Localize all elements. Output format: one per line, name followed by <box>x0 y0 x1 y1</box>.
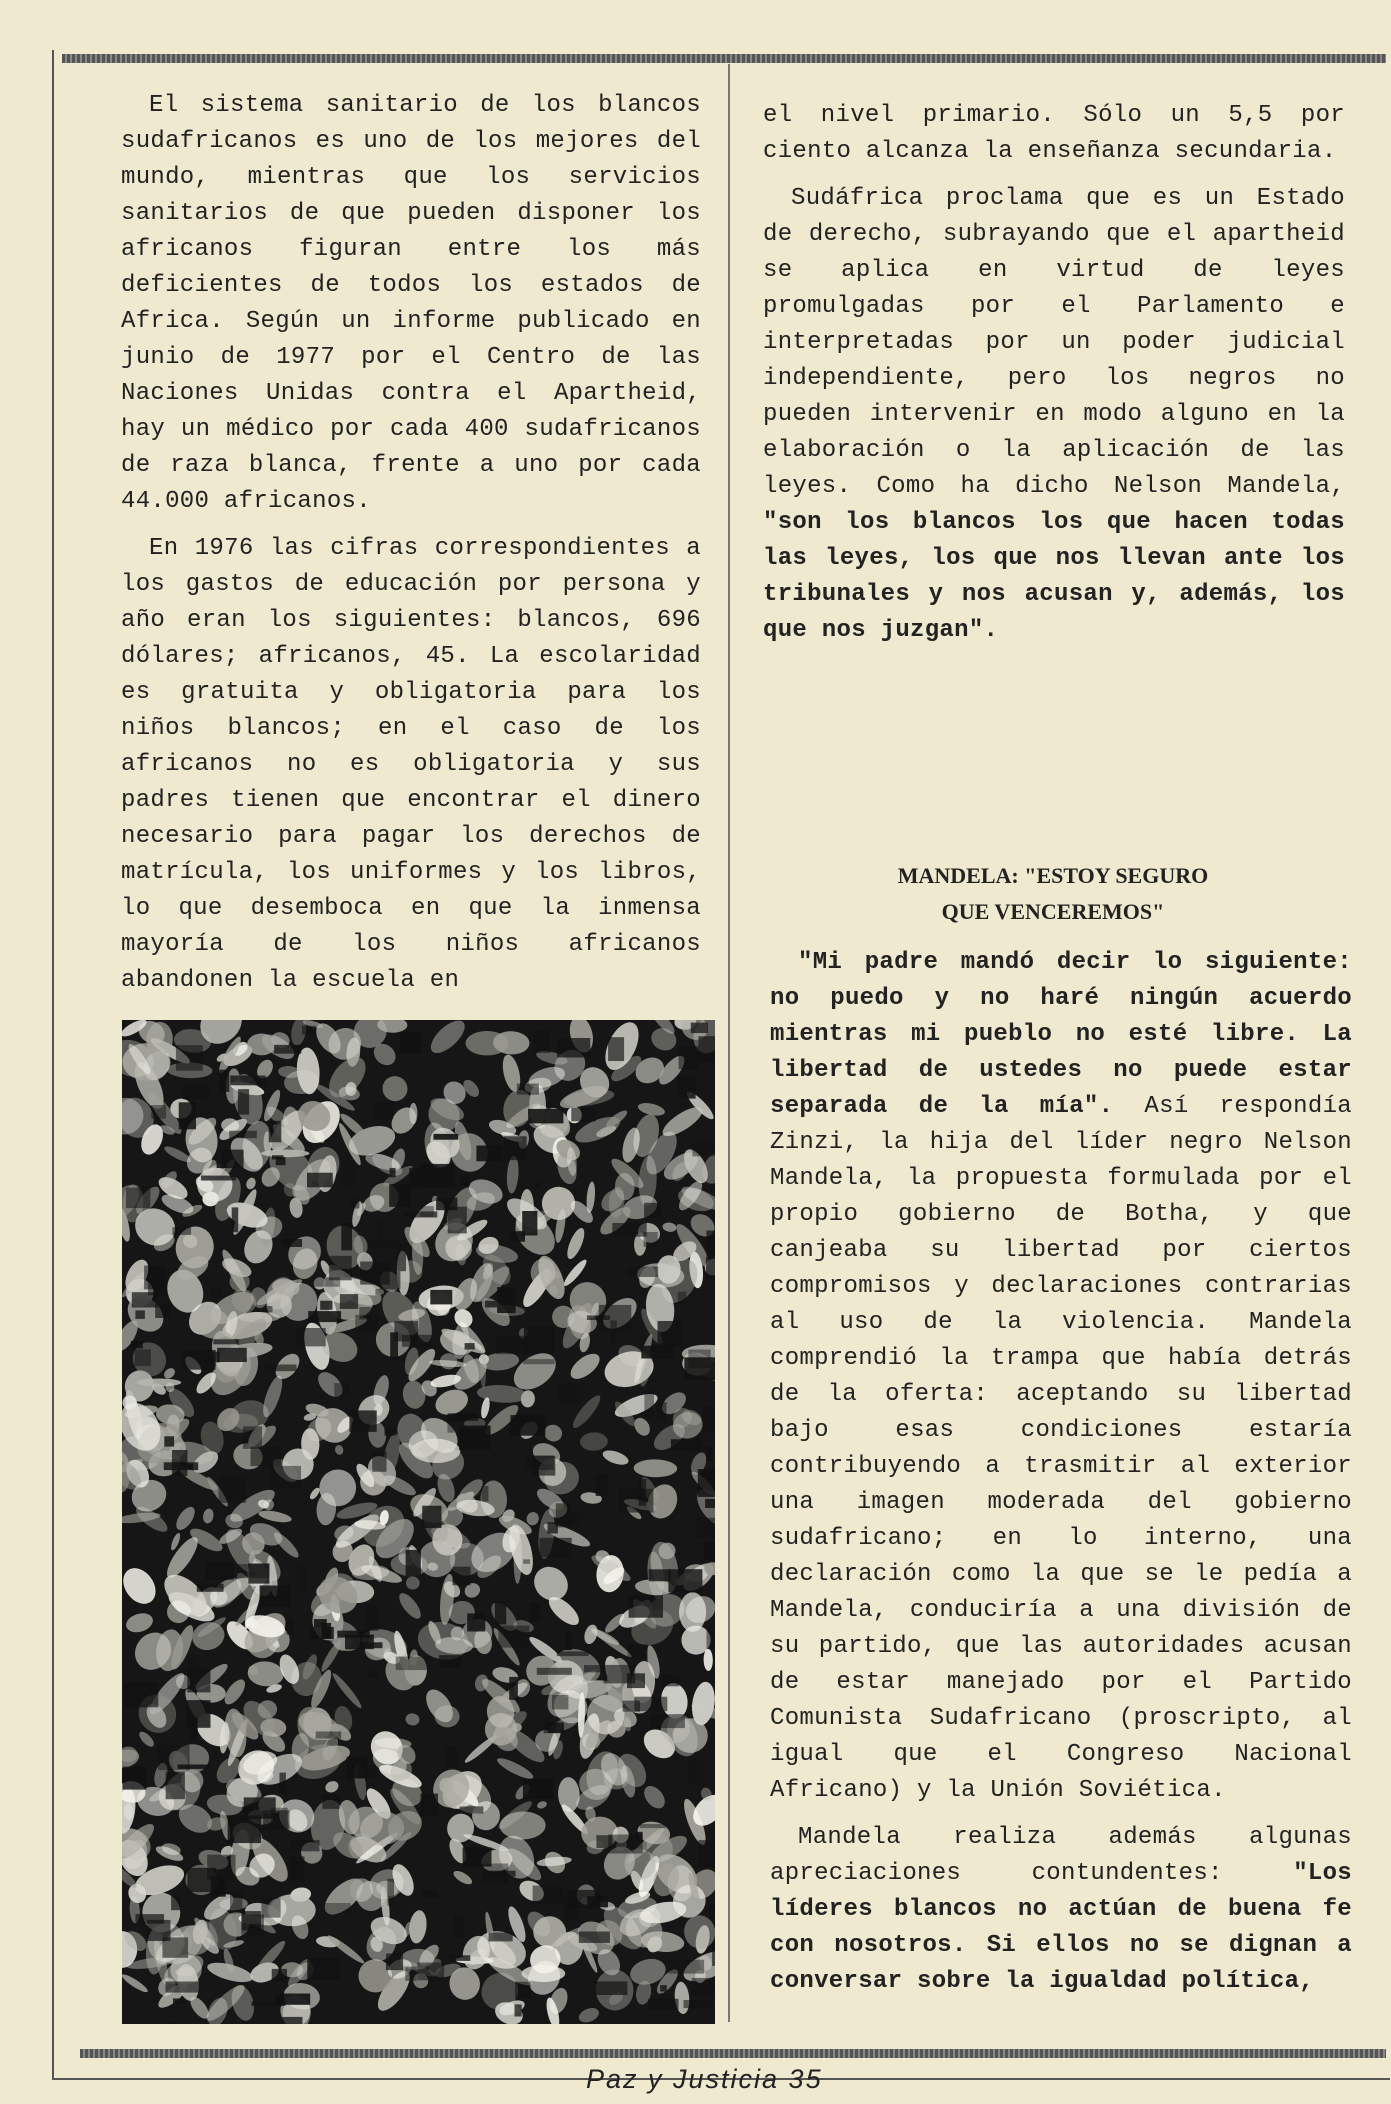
photo-texture-blob <box>679 1592 706 1632</box>
photo-shadow-patch <box>384 1428 396 1436</box>
photo-shadow-patch <box>628 1644 648 1659</box>
photo-shadow-patch <box>548 1522 558 1533</box>
photo-shadow-patch <box>634 1697 667 1712</box>
photo-shadow-patch <box>698 1469 715 1497</box>
zinzi-paragraph-text: Así respondía Zinzi, la hija del líder negro Nelson Mandela, la propuesta formulada por el propio gobierno de Botha, y que canjeaba su libertad por ciertos compromisos y declaraciones contrarias al uso de la violencia. Mandela comprendió la trampa que había detrás de la oferta: aceptando su libertad bajo esas condiciones estaría contribuyendo a trasmitir al exterior una imagen moderada del gobierno sudafricano; en lo interno, una declaración como la que se le pedía a Mandela, conduciría a una división de su partido, que las autoridades acusan de estar manejado por el Partido Comunista Sudafricano (proscripto, al igual que el Congreso Nacional Africano) y la Unión Soviética. <box>770 1093 1352 1804</box>
photo-shadow-patch <box>706 1257 715 1280</box>
photo-shadow-patch <box>334 1383 350 1397</box>
photo-shadow-patch <box>396 1243 406 1271</box>
photo-shadow-patch <box>176 1045 203 1071</box>
photo-shadow-patch <box>261 1898 280 1918</box>
photo-shadow-patch <box>350 1197 360 1208</box>
photo-texture-blob <box>429 1359 467 1368</box>
photo-shadow-patch <box>166 1772 185 1800</box>
crowd-photo <box>122 1020 715 2024</box>
photo-shadow-patch <box>190 1718 197 1739</box>
photo-shadow-patch <box>523 1559 530 1564</box>
photo-shadow-patch <box>463 1847 492 1866</box>
mandela-paragraph <box>770 1820 1352 2000</box>
photo-shadow-patch <box>504 1136 527 1160</box>
photo-shadow-patch <box>299 1566 306 1593</box>
photo-shadow-patch <box>579 1932 610 1943</box>
photo-shadow-patch <box>448 1413 479 1421</box>
photo-shadow-patch <box>706 1447 712 1461</box>
photo-shadow-patch <box>241 1914 264 1936</box>
photo-shadow-patch <box>173 1998 186 2004</box>
photo-shadow-patch <box>238 1089 249 1115</box>
photo-texture-blob <box>466 1031 509 1055</box>
photo-shadow-patch <box>454 1915 464 1938</box>
photo-shadow-patch <box>656 1402 667 1422</box>
photo-shadow-patch <box>164 1462 198 1470</box>
photo-shadow-patch <box>433 1134 458 1140</box>
photo-shadow-patch <box>565 1633 572 1651</box>
photo-shadow-patch <box>523 1359 555 1364</box>
photo-texture-blob <box>564 1226 588 1261</box>
photo-shadow-patch <box>290 1856 305 1881</box>
photo-shadow-patch <box>650 1714 685 1728</box>
mandela-quote: "son los blancos los que hacen todas las leyes, los que nos llevan ante los tribunales y nos acusan y, además, los que nos juzgan". <box>763 509 1345 644</box>
photo-texture-blob <box>378 1071 413 1106</box>
photo-shadow-patch <box>380 1271 401 1289</box>
photo-shadow-patch <box>684 2000 713 2008</box>
photo-shadow-patch <box>406 1550 421 1576</box>
photo-shadow-patch <box>556 1503 571 1527</box>
right-column-top <box>763 98 1345 660</box>
photo-shadow-patch <box>539 1538 571 1558</box>
photo-shadow-patch <box>534 1030 551 1053</box>
photo-shadow-patch <box>510 1231 525 1242</box>
photo-texture-blob <box>202 1508 215 1525</box>
right-column-bottom <box>770 945 1352 2011</box>
photo-shadow-patch <box>290 1840 320 1851</box>
photo-texture-blob <box>122 1562 162 1610</box>
photo-shadow-patch <box>459 1426 491 1450</box>
photo-shadow-patch <box>307 1957 339 1980</box>
photo-texture-blob <box>162 1533 203 1582</box>
photo-shadow-patch <box>608 1037 624 1061</box>
photo-shadow-patch <box>260 1586 291 1607</box>
photo-shadow-patch <box>232 1207 239 1232</box>
photo-shadow-patch <box>619 1489 654 1513</box>
photo-shadow-patch <box>705 1499 715 1508</box>
photo-texture-blob <box>261 1150 309 1158</box>
photo-texture-blob <box>259 1374 286 1420</box>
photo-shadow-patch <box>296 1328 326 1346</box>
photo-texture-blob <box>536 1855 572 1867</box>
photo-shadow-patch <box>187 1868 216 1892</box>
photo-shadow-patch <box>201 1176 236 1181</box>
photo-shadow-patch <box>263 1810 289 1829</box>
photo-shadow-patch <box>409 1168 427 1188</box>
photo-shadow-patch <box>135 1914 164 1924</box>
photo-shadow-patch <box>629 1595 663 1617</box>
photo-shadow-patch <box>627 1267 658 1278</box>
photo-texture-blob <box>137 1379 181 1387</box>
photo-shadow-patch <box>316 1732 342 1739</box>
photo-texture-blob <box>495 1755 536 1782</box>
photo-shadow-patch <box>594 1981 628 1995</box>
zinzi-quote: "Mi padre mandó decir lo siguiente: no puedo y no haré ningún acuerdo mientras mi pueblo no esté libre. La libertad de ustedes no puede estar separada de la mía". <box>770 949 1352 1120</box>
photo-shadow-patch <box>217 1348 247 1362</box>
photo-shadow-patch <box>322 1794 339 1809</box>
photo-shadow-patch <box>368 1669 378 1677</box>
column-divider <box>728 64 730 2022</box>
photo-texture-blob <box>162 1366 177 1381</box>
photo-shadow-patch <box>648 1999 678 2010</box>
photo-shadow-patch <box>571 1108 596 1122</box>
photo-shadow-patch <box>135 1349 151 1366</box>
photo-shadow-patch <box>460 1177 470 1186</box>
photo-shadow-patch <box>274 1045 301 1054</box>
photo-shadow-patch <box>172 1227 191 1235</box>
photo-shadow-patch <box>447 1420 454 1433</box>
photo-shadow-patch <box>343 1161 355 1186</box>
photo-shadow-patch <box>697 1518 715 1538</box>
photo-shadow-patch <box>658 1321 682 1346</box>
photo-shadow-patch <box>515 1982 531 1999</box>
right-paragraph-law-text: Sudáfrica proclama que es un Estado de derecho, subrayando que el apartheid se aplica en virtud de leyes promulgadas por el Parlamento e interpretadas por un poder judicial independiente, pero los negros no pueden intervenir en modo alguno en la elaboración o la aplicación de las leyes. Como ha dicho Nelson Mandela, <box>763 185 1345 500</box>
photo-shadow-patch <box>707 1628 716 1650</box>
photo-shadow-patch <box>230 1892 242 1913</box>
photo-shadow-patch <box>558 1383 580 1404</box>
photo-shadow-patch <box>533 1456 555 1476</box>
photo-shadow-patch <box>372 1451 386 1472</box>
photo-shadow-patch <box>498 1626 529 1648</box>
photo-shadow-patch <box>517 1084 539 1095</box>
photo-shadow-patch <box>703 1406 715 1432</box>
bottom-rule <box>80 2049 1386 2058</box>
photo-shadow-patch <box>528 1109 563 1124</box>
photo-shadow-patch <box>668 1569 702 1592</box>
left-column <box>121 88 701 1010</box>
photo-texture-blob <box>406 1576 420 1589</box>
photo-shadow-patch <box>329 1256 352 1281</box>
photo-texture-blob <box>245 1176 257 1190</box>
photo-shadow-patch <box>337 1631 369 1638</box>
photo-shadow-patch <box>537 1668 572 1675</box>
photo-shadow-patch <box>210 1289 221 1298</box>
photo-shadow-patch <box>229 1131 257 1138</box>
photo-shadow-patch <box>324 1903 351 1914</box>
photo-shadow-patch <box>162 1937 188 1957</box>
photo-texture-blob <box>334 1444 344 1455</box>
photo-shadow-patch <box>467 1613 485 1631</box>
photo-shadow-patch <box>369 1239 401 1248</box>
photo-shadow-patch <box>283 2017 303 2024</box>
top-rule <box>62 54 1386 63</box>
photo-shadow-patch <box>704 1541 715 1561</box>
photo-shadow-patch <box>404 1211 437 1217</box>
photo-shadow-patch <box>355 1315 379 1332</box>
photo-shadow-patch <box>544 1724 565 1734</box>
photo-shadow-patch <box>349 1410 376 1432</box>
page-footer: Paz y Justicia 35 <box>586 2064 823 2094</box>
photo-texture-blob <box>566 1349 604 1384</box>
photo-shadow-patch <box>530 1602 540 1622</box>
photo-shadow-patch <box>251 1447 282 1467</box>
photo-shadow-patch <box>476 1146 502 1162</box>
right-paragraph-primary: el nivel primario. Sólo un 5,5 por ciento alcanza la enseñanza secundaria. <box>763 102 1345 165</box>
photo-shadow-patch <box>509 1677 518 1700</box>
photo-shadow-patch <box>164 1436 174 1446</box>
photo-shadow-patch <box>712 1942 715 1966</box>
photo-shadow-patch <box>314 1619 327 1627</box>
photo-shadow-patch <box>679 1046 699 1069</box>
photo-shadow-patch <box>688 1760 700 1786</box>
photo-shadow-patch <box>706 1231 715 1256</box>
photo-shadow-patch <box>448 1207 467 1234</box>
photo-shadow-patch <box>497 1287 515 1313</box>
photo-shadow-patch <box>237 1564 270 1578</box>
photo-texture-blob <box>536 1800 548 1810</box>
photo-shadow-patch <box>205 1562 234 1580</box>
photo-shadow-patch <box>387 1879 394 1906</box>
photo-texture-blob <box>451 1868 474 1887</box>
section-heading-line-1: MANDELA: "ESTOY SEGURO <box>897 863 1209 888</box>
photo-shadow-patch <box>524 1327 555 1353</box>
photo-shadow-patch <box>405 1967 417 1981</box>
photo-shadow-patch <box>313 1277 340 1286</box>
photo-shadow-patch <box>213 1339 238 1344</box>
photo-texture-blob <box>640 1782 669 1812</box>
photo-shadow-patch <box>698 1840 715 1867</box>
photo-texture-blob <box>601 1448 630 1468</box>
photo-shadow-patch <box>698 1036 715 1062</box>
photo-texture-blob <box>425 1020 470 1059</box>
photo-shadow-patch <box>430 1290 452 1305</box>
photo-texture-blob <box>404 1712 420 1726</box>
crowd-photo-image <box>122 1020 715 2024</box>
photo-shadow-patch <box>346 1773 352 1784</box>
left-paragraph-health: El sistema sanitario de los blancos sudafricanos es uno de los mejores del mundo, mientras que los servicios sanitarios de que pueden disponer los africanos figuran entre los más deficientes de todos los estados de Africa. Según un informe publicado en junio de 1977 por el Centro de las Naciones Unidas contra el Apartheid, hay un médico por cada 400 sudafricanos de raza blanca, frente a uno por cada 44.000 africanos. <box>121 92 701 515</box>
photo-texture-blob <box>395 1590 424 1622</box>
photo-texture-blob <box>557 1777 580 1813</box>
photo-shadow-patch <box>584 1665 604 1672</box>
photo-shadow-patch <box>445 1747 457 1768</box>
photo-shadow-patch <box>275 1994 310 2005</box>
photo-shadow-patch <box>151 1105 166 1119</box>
photo-shadow-patch <box>608 1835 643 1854</box>
photo-shadow-patch <box>389 1184 410 1207</box>
photo-shadow-patch <box>230 1076 265 1086</box>
photo-shadow-patch <box>166 1982 200 1993</box>
photo-texture-blob <box>582 1623 600 1646</box>
photo-texture-blob <box>506 1155 520 1194</box>
photo-shadow-patch <box>669 1960 705 1974</box>
photo-texture-blob <box>577 2005 601 2024</box>
photo-shadow-patch <box>269 1121 282 1143</box>
photo-shadow-patch <box>320 1301 332 1310</box>
photo-shadow-patch <box>489 1932 513 1941</box>
photo-shadow-patch <box>552 1695 568 1709</box>
photo-shadow-patch <box>485 1301 497 1308</box>
photo-shadow-patch <box>394 1321 418 1341</box>
photo-shadow-patch <box>691 1023 708 1034</box>
photo-shadow-patch <box>365 1605 378 1631</box>
photo-shadow-patch <box>265 1306 272 1312</box>
photo-shadow-patch <box>557 1651 589 1656</box>
photo-shadow-patch <box>678 1292 686 1304</box>
photo-shadow-patch <box>386 1954 403 1971</box>
photo-shadow-patch <box>217 1164 227 1168</box>
photo-shadow-patch <box>460 1806 484 1813</box>
photo-shadow-patch <box>396 1657 429 1671</box>
photo-shadow-patch <box>662 1675 679 1687</box>
photo-shadow-patch <box>495 1601 506 1624</box>
photo-texture-blob <box>323 1779 340 1795</box>
photo-shadow-patch <box>439 1655 462 1668</box>
section-heading <box>763 858 1343 930</box>
photo-shadow-patch <box>187 1700 211 1728</box>
photo-shadow-patch <box>533 1886 564 1905</box>
photo-shadow-patch <box>124 1682 158 1707</box>
photo-shadow-patch <box>535 1181 541 1188</box>
right-paragraph-law <box>763 181 1345 649</box>
photo-shadow-patch <box>640 1824 666 1828</box>
photo-texture-blob <box>451 1306 476 1331</box>
photo-texture-blob <box>247 1034 276 1056</box>
photo-texture-blob <box>631 1415 653 1439</box>
photo-shadow-patch <box>400 1032 421 1054</box>
photo-shadow-patch <box>158 1745 189 1770</box>
photo-shadow-patch <box>692 1142 715 1157</box>
photo-shadow-patch <box>510 1415 545 1436</box>
photo-shadow-patch <box>340 1294 358 1309</box>
photo-shadow-patch <box>187 1668 210 1693</box>
photo-shadow-patch <box>557 1038 590 1058</box>
photo-shadow-patch <box>449 1955 471 1961</box>
photo-shadow-patch <box>228 1816 262 1844</box>
photo-shadow-patch <box>465 1343 475 1350</box>
photo-shadow-patch <box>612 1223 646 1237</box>
photo-shadow-patch <box>523 1779 554 1799</box>
photo-shadow-patch <box>280 1773 286 1794</box>
photo-shadow-patch <box>131 1341 143 1349</box>
photo-texture-blob <box>662 1222 677 1233</box>
photo-texture-blob <box>137 1729 157 1749</box>
photo-shadow-patch <box>219 1070 230 1092</box>
photo-shadow-patch <box>270 1466 301 1489</box>
photo-shadow-patch <box>179 1102 196 1129</box>
photo-shadow-patch <box>183 1085 210 1100</box>
photo-shadow-patch <box>564 1898 578 1921</box>
photo-shadow-patch <box>302 1026 316 1035</box>
photo-shadow-patch <box>219 1476 247 1503</box>
photo-shadow-patch <box>188 1655 199 1669</box>
photo-shadow-patch <box>644 1390 654 1418</box>
photo-shadow-patch <box>627 1673 645 1688</box>
photo-texture-blob <box>282 1230 328 1276</box>
mandela-paragraph-text: Mandela realiza además algunas apreciaciones contundentes: <box>770 1824 1352 1887</box>
photo-shadow-patch <box>264 1365 297 1372</box>
photo-shadow-patch <box>423 1890 438 1898</box>
photo-shadow-patch <box>610 1321 616 1343</box>
section-heading-line-2: QUE VENCEREMOS" <box>941 899 1165 924</box>
photo-shadow-patch <box>171 1896 180 1911</box>
photo-shadow-patch <box>358 1766 377 1778</box>
photo-texture-blob <box>124 1610 155 1635</box>
zinzi-paragraph <box>770 945 1352 1809</box>
photo-shadow-patch <box>709 1904 715 1919</box>
photo-shadow-patch <box>515 2004 522 2016</box>
photo-shadow-patch <box>197 1584 224 1592</box>
photo-shadow-patch <box>182 1350 216 1370</box>
photo-texture-blob <box>319 1638 345 1673</box>
photo-shadow-patch <box>135 1310 145 1319</box>
photo-texture-blob <box>499 1811 545 1840</box>
photo-shadow-patch <box>671 1439 702 1451</box>
photo-shadow-patch <box>692 1978 715 1996</box>
photo-shadow-patch <box>596 1474 608 1496</box>
photo-shadow-patch <box>688 1350 710 1369</box>
photo-shadow-patch <box>421 1794 439 1816</box>
photo-shadow-patch <box>587 1896 608 1907</box>
photo-shadow-patch <box>282 1239 302 1247</box>
photo-shadow-patch <box>169 2023 178 2025</box>
photo-shadow-patch <box>644 1203 661 1218</box>
photo-texture-blob <box>633 1459 677 1478</box>
photo-shadow-patch <box>377 1221 384 1243</box>
photo-texture-blob <box>580 1432 608 1451</box>
photo-shadow-patch <box>649 1569 671 1581</box>
photo-shadow-patch <box>587 1315 610 1320</box>
photo-shadow-patch <box>287 1619 294 1635</box>
photo-shadow-patch <box>571 1511 579 1526</box>
photo-shadow-patch <box>422 1506 441 1528</box>
photo-texture-blob <box>122 1972 150 1995</box>
photo-shadow-patch <box>341 1223 352 1251</box>
photo-shadow-patch <box>148 1267 166 1295</box>
photo-shadow-patch <box>307 1173 333 1188</box>
photo-shadow-patch <box>308 1311 341 1322</box>
photo-shadow-patch <box>452 1567 470 1586</box>
photo-texture-blob <box>258 1508 293 1524</box>
photo-texture-blob <box>330 1671 364 1710</box>
photo-texture-blob <box>407 1909 428 1944</box>
photo-shadow-patch <box>123 1767 147 1790</box>
photo-shadow-patch <box>272 1155 284 1159</box>
photo-shadow-patch <box>482 1486 489 1502</box>
photo-texture-blob <box>189 1618 228 1654</box>
photo-shadow-patch <box>660 1985 667 1991</box>
mandela-leaders-quote: "Los líderes blancos no actúan de buena fe con nosotros. Si ellos no se dignan a conversar sobre la igualdad política, <box>770 1860 1352 1995</box>
photo-shadow-patch <box>641 1346 673 1359</box>
photo-texture-blob <box>703 1649 713 1671</box>
photo-shadow-patch <box>375 1289 386 1296</box>
left-paragraph-education: En 1976 las cifras correspondientes a los gastos de educación por persona y año eran los siguientes: blancos, 696 dólares; africanos, 45. La escolaridad es gratuita y obligatoria para los niños blancos; en el caso de los africanos no es obligatoria y sus padres tienen que encontrar el dinero necesario para pagar los derechos de matrícula, los uniformes y los libros, lo que desemboca en que la inmensa mayoría de los niños africanos abandonen la escuela en <box>121 535 701 994</box>
photo-shadow-patch <box>390 1168 396 1177</box>
photo-shadow-patch <box>272 1969 287 1982</box>
photo-shadow-patch <box>126 1188 150 1209</box>
photo-shadow-patch <box>417 1963 444 1981</box>
photo-shadow-patch <box>375 1102 393 1120</box>
photo-shadow-patch <box>678 1075 696 1098</box>
photo-shadow-patch <box>243 1426 262 1449</box>
